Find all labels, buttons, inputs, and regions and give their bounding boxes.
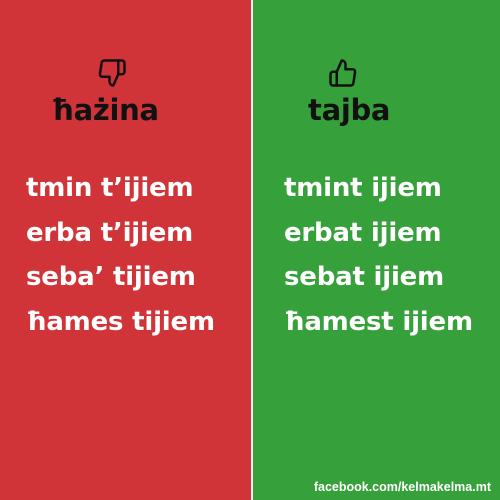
correct-panel [253, 0, 500, 500]
wrong-heading: ħażina [51, 93, 159, 127]
list-item: tmin t’ijiem [26, 173, 194, 203]
list-item: ħames tijiem [26, 306, 215, 337]
correct-heading: tajba [308, 93, 391, 127]
list-item: sebat ijiem [284, 262, 445, 292]
wrong-list [26, 171, 215, 349]
thumbs-up-icon [328, 58, 358, 88]
list-item: erbat ijiem [284, 217, 442, 248]
list-item: ħamest ijiem [284, 306, 473, 337]
list-item: seba’ tijiem [26, 262, 196, 292]
thumbs-down-icon [97, 58, 127, 88]
list-item: tmint ijiem [284, 173, 442, 203]
correct-list [284, 171, 473, 349]
list-item: erba t’ijiem [26, 217, 194, 248]
facebook-credit: facebook.com/kelmakelma.mt [313, 480, 491, 494]
